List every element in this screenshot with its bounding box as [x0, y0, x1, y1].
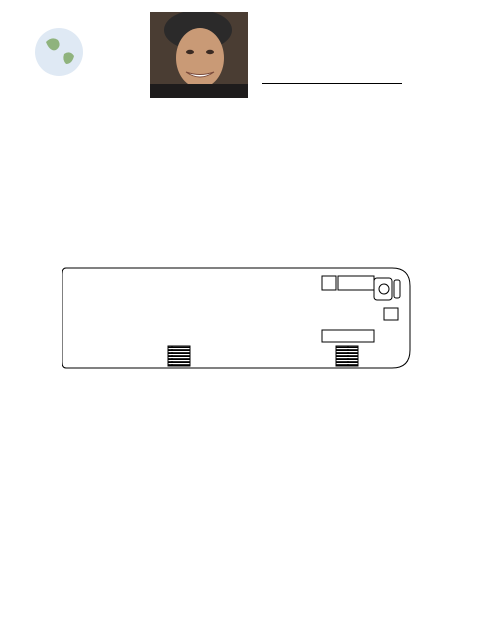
front-seat-top[interactable] [322, 276, 336, 290]
globe-icon [35, 28, 83, 76]
name-field[interactable] [258, 75, 402, 86]
page-title [258, 28, 468, 46]
fare-box[interactable] [384, 308, 398, 320]
front-long-seat-top[interactable] [338, 276, 374, 290]
front-door[interactable] [336, 346, 358, 366]
driver-seat[interactable] [374, 278, 400, 300]
step-item [32, 425, 442, 440]
step-item [32, 455, 442, 470]
back-door[interactable] [168, 346, 190, 366]
step-item [32, 500, 442, 515]
education-world-logo [14, 12, 104, 90]
bus-diagram [62, 262, 414, 374]
front-long-seat-bottom[interactable] [322, 330, 374, 342]
directions-list [32, 410, 442, 515]
step-item [32, 440, 442, 455]
rules-list [32, 128, 442, 137]
step-item [32, 410, 442, 425]
name-blank-line[interactable] [262, 75, 402, 84]
step-item [32, 485, 442, 500]
rosa-parks-photo [150, 12, 248, 98]
step-item [32, 470, 442, 485]
